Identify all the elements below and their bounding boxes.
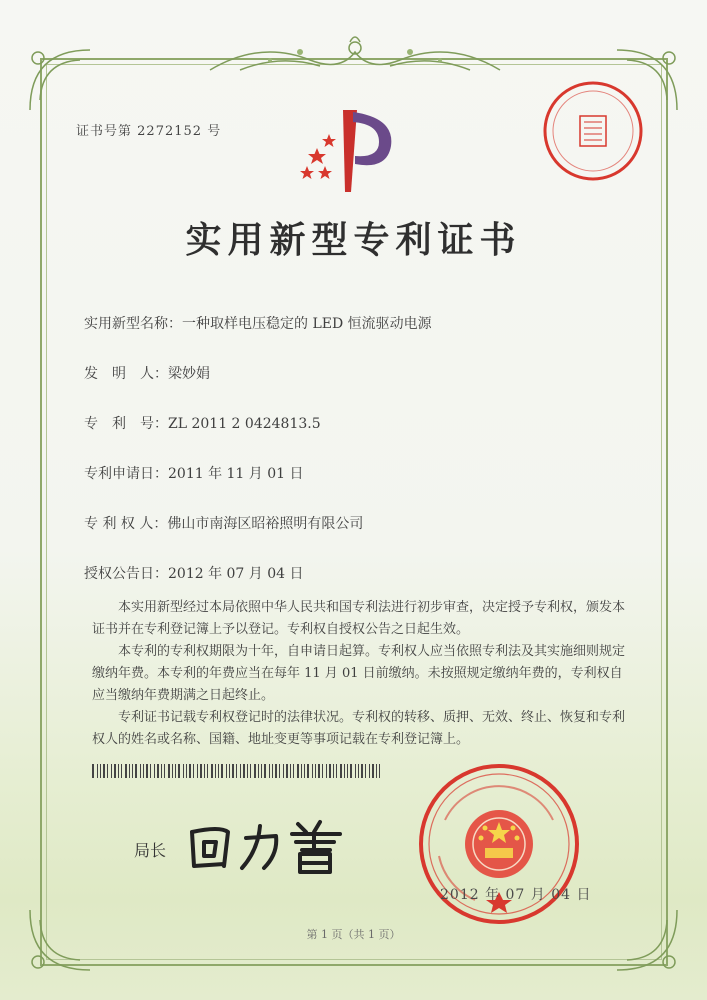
top-ornament-icon xyxy=(200,30,510,80)
field-inventor xyxy=(84,363,210,383)
barcode-icon xyxy=(92,764,382,778)
field-value: ZL 2011 2 0424813.5 xyxy=(168,416,321,432)
patent-office-logo-icon xyxy=(295,100,405,200)
corner-ornament-icon xyxy=(20,40,100,120)
field-patentee xyxy=(84,513,363,533)
body-paragraph: 专利证书记载专利权登记时的法律状况。专利权的转移、质押、无效、终止、恢复和专利权人的姓名或名称、国籍、地址变更等事项记载在专利登记簿上。 xyxy=(92,710,626,747)
issue-date: 2012 年 07 月 04 日 xyxy=(440,887,592,903)
field-patent-number xyxy=(84,413,321,433)
certificate-number-value: 2272152 xyxy=(137,124,203,139)
director-signature-icon xyxy=(180,810,360,880)
field-utility-model-name xyxy=(84,313,432,333)
field-label: 专 利 号： xyxy=(84,416,168,432)
field-value: 一种取样电压稳定的 LED 恒流驱动电源 xyxy=(182,316,432,332)
certificate-number-label: 证书号第 xyxy=(76,124,133,139)
field-value: 梁妙娟 xyxy=(168,366,210,382)
field-label: 专利申请日： xyxy=(84,466,168,482)
director-label: 局长 xyxy=(134,841,167,860)
field-label: 专 利 权 人： xyxy=(84,516,168,532)
field-label: 发 明 人： xyxy=(84,366,168,382)
certificate-number xyxy=(76,120,221,139)
certificate-body-text xyxy=(92,597,632,751)
certificate-title: 实用新型专利证书 xyxy=(185,219,522,261)
body-paragraph: 本专利的专利权期限为十年，自申请日起算。专利权人应当依照专利法及其实施细则规定缴纳年费。本专利的年费应当在每年 11 月 01 日前缴纳。未按照规定缴纳年费的，专利权自应当缴纳年费期满之日起终止。 xyxy=(92,644,626,703)
field-application-date xyxy=(84,463,304,483)
field-label: 实用新型名称： xyxy=(84,316,182,332)
small-red-seal-icon xyxy=(538,76,648,186)
field-grant-date xyxy=(84,563,304,583)
field-label: 授权公告日： xyxy=(84,566,168,582)
field-value: 2012 年 07 月 04 日 xyxy=(168,566,304,582)
field-value: 佛山市南海区昭裕照明有限公司 xyxy=(167,516,364,532)
page-footer: 第 1 页（共 1 页） xyxy=(306,928,401,941)
certificate-number-suffix: 号 xyxy=(207,124,222,139)
body-paragraph: 本实用新型经过本局依照中华人民共和国专利法进行初步审查，决定授予专利权，颁发本证书并在专利登记簿上予以登记。专利权自授权公告之日起生效。 xyxy=(92,600,626,637)
field-value: 2011 年 11 月 01 日 xyxy=(168,466,304,482)
